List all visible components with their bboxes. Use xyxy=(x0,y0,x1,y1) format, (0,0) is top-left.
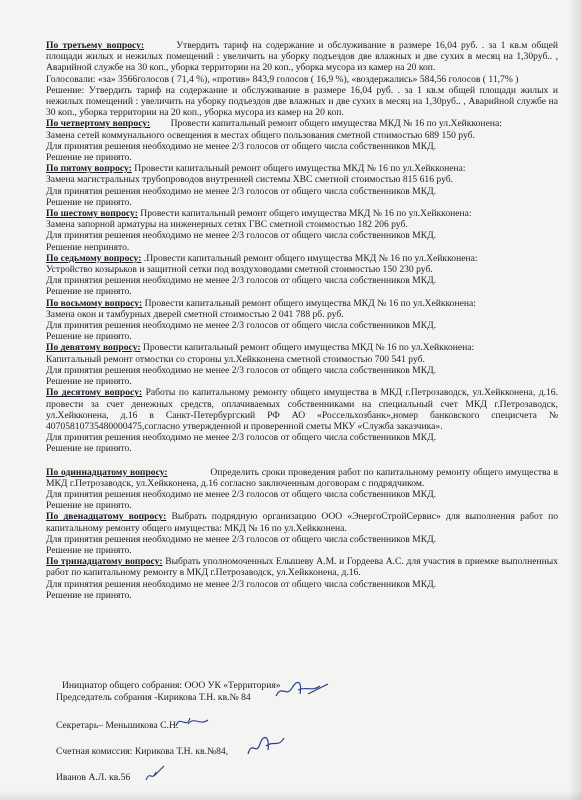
question-9-proposal: Провести капитальный ремонт общего имущества МКД № 16 по ул.Хейкконена: xyxy=(142,342,475,354)
question-11-requirement: Для принятия решения необходимо не менее 2/3 голосов от общего числа собственников МКД. xyxy=(46,488,437,500)
question-8-proposal: Провести капитальный ремонт общего имущества МКД № 16 по ул.Хейкконена: xyxy=(144,297,476,309)
question-11-result: Решение не принято. xyxy=(46,500,132,512)
question-11-label: По одиннадцатому вопросу: xyxy=(46,466,168,478)
question-8-item: Замена окон и тамбурных дверей сметной стоимостью 2 041 788 рб. руб. xyxy=(46,308,344,320)
question-13-requirement: Для принятия решения необходимо не менее 2/3 голосов от общего числа собственников МКД. xyxy=(46,578,437,590)
question-5-requirement: Для принятия решения необходимо не менее 2/3 голосов от общего числа собственников МКД. xyxy=(46,185,437,197)
question-12-proposal: Выбрать подрядную организацию ООО «ЭнергоСтройСервис» для выполнения работ по капитальному ремонту общего имущества: МКД № 16 по ул.Хейкконена. xyxy=(46,511,559,534)
question-7-text xyxy=(46,253,558,264)
question-12-section xyxy=(46,511,558,556)
question-6-section xyxy=(46,208,558,253)
question-7-result: Решение не принято. xyxy=(46,286,132,298)
question-6-label: По шестому вопросу: xyxy=(46,208,138,220)
member-line: Иванов А.Л. кв.56 xyxy=(56,772,131,783)
question-10-result: Решение не принято. xyxy=(46,443,132,455)
page-bottom-shadow xyxy=(0,790,582,800)
question-4-label: По четвертому вопросу: xyxy=(46,118,151,130)
question-6-requirement: Для принятия решения необходимо не менее 2/3 голосов от общего числа собственников МКД. xyxy=(46,230,437,242)
member-signature-scribble xyxy=(140,762,170,786)
question-9-section xyxy=(46,342,558,387)
question-8-text xyxy=(46,298,558,309)
question-3-label: По третьему вопросу: xyxy=(46,40,145,51)
question-5-text xyxy=(46,163,558,174)
question-8-section xyxy=(46,298,558,343)
question-3-decision: Решение: Утвердить тариф на содержание и обслуживание в размере 16,04 руб. . за 1 кв.м общей площади жилых и нежилых помещений : увеличить на уборку подъездов две влажных и две сухих в месяц на 1,30руб.. , Аварийной службе на 30 коп., уборка территории на 20 коп., уборка мусора из камер на 20 коп. xyxy=(46,84,558,119)
question-10-requirement: Для принятия решения необходимо не менее 2/3 голосов от общего числа собственников МКД. xyxy=(46,432,437,444)
question-10-label: По десятому вопросу: xyxy=(46,387,143,399)
question-4-result: Решение не принято. xyxy=(46,152,132,164)
question-13-section xyxy=(46,556,558,601)
secretary-line: Секретарь– Меньшикова С.Н. xyxy=(56,720,179,731)
question-5-result: Решение не принято. xyxy=(46,196,132,208)
question-10-section xyxy=(46,387,558,454)
question-12-text xyxy=(46,511,558,533)
question-10-proposal: Работы по капитальному ремонту общего имущества в МКД г.Петрозаводск, ул.Хейкконена, д.16. провести за счет денежных средств, оплачиваемых собственниками на специальный счет МКД г.Петрозаводск, ул.Хейкконена, д.16 в Санкт-Петербургский РФ АО «Россельхозбанк»,номер банковского специсчета № 40705810735480000475,согласно утвержденной и проверенной сметы МКУ «Служба заказчика». xyxy=(46,387,558,432)
question-3-votes: Голосовали: «за» 3566голосов ( 71,4 %), «против» 843,9 голосов ( 16,9 %), «воздержались» 584,56 голосов ( 11,7% ) xyxy=(46,73,519,85)
question-5-proposal: Провести капитальный ремонт общего имущества МКД № 16 по ул.Хейкконена: xyxy=(134,163,466,175)
question-5-label: По пятому вопросу: xyxy=(46,163,132,175)
page-edge-shadow xyxy=(568,0,582,800)
question-13-text xyxy=(46,556,558,578)
question-12-label: По двенадцатому вопросу: xyxy=(46,511,167,523)
question-7-item: Устройство козырьков и защитной сетки под воздуховодами сметной стоимостью 150 230 руб. xyxy=(46,264,433,276)
question-10-text xyxy=(46,387,558,432)
question-13-label: По тринадцатому вопросу: xyxy=(46,556,163,568)
question-3-text xyxy=(46,40,558,74)
question-4-section xyxy=(46,118,558,163)
question-4-proposal: Провести капитальный ремонт общего имущества МКД № 16 по ул.Хейкконена: xyxy=(170,118,502,130)
secretary-signature-scribble xyxy=(172,712,212,732)
question-4-item: Замена сетей коммунального освещения в местах общего пользования сметной стоимостью 689 150 руб. xyxy=(46,129,475,141)
question-8-label: По восьмому вопросу: xyxy=(46,297,143,309)
chair-line: Председатель собрания -Кирикова Т.Н. кв.№ 84 xyxy=(56,692,251,703)
question-6-text xyxy=(46,208,558,219)
question-8-result: Решение не принято. xyxy=(46,331,132,343)
question-13-proposal: Выбрать уполномоченных Елышеву А.М. и Гордеева А.С. для участия в приемке выполненных работ по капитальному ремонту в МКД г.Петрозаводск, ул.Хейкконена, д.16. xyxy=(46,556,558,579)
question-3-section xyxy=(46,40,558,118)
question-8-requirement: Для принятия решения необходимо не менее 2/3 голосов от общего числа собственников МКД. xyxy=(46,320,437,332)
question-4-requirement: Для принятия решения необходимо не менее 2/3 голосов от общего числа собственников МКД. xyxy=(46,140,437,152)
question-5-item: Замена магистральных трубопроводов внутренней системы ХВС сметной стоимостью 815 616 руб. xyxy=(46,174,454,186)
question-9-text xyxy=(46,342,558,353)
question-6-result: Решение непринято. xyxy=(46,241,130,253)
question-9-result: Решение не принято. xyxy=(46,376,132,388)
question-4-text xyxy=(46,118,558,129)
chair-signature-scribble xyxy=(272,680,332,704)
question-11-proposal: Определить сроки проведения работ по капитальному ремонту общего имущества в МКД г.Петрозаводск, ул.Хейкконена, д.16 согласно заключенным договорам с подрядчиком. xyxy=(46,466,558,489)
question-9-requirement: Для принятия решения необходимо не менее 2/3 голосов от общего числа собственников МКД. xyxy=(46,364,437,376)
question-9-item: Капитальный ремонт отмостки со стороны ул.Хейкконена сметной стоимостью 700 541 руб. xyxy=(46,353,425,365)
question-7-section xyxy=(46,253,558,298)
question-3-proposal: Утвердить тариф на содержание и обслуживание в размере 16,04 руб. . за 1 кв.м общей площади жилых и нежилых помещений : увеличить на уборку подъездов две влажных и две сухих в месяц на 1,30руб.. , Аварийной службе на 30 коп., уборка территории на 20 коп., уборка мусора из камер на 20 коп. xyxy=(46,40,559,74)
counting-signature-scribble xyxy=(244,734,288,760)
spacer xyxy=(46,455,558,467)
question-13-result: Решение не принято. xyxy=(46,589,132,601)
question-7-proposal: .Провести капитальный ремонт общего имущества МКД № 16 по ул.Хейкконена: xyxy=(143,252,478,264)
question-7-label: По седьмому вопросу: xyxy=(46,252,142,264)
question-12-requirement: Для принятия решения необходимо не менее 2/3 голосов от общего числа собственников МКД. xyxy=(46,533,437,545)
question-7-requirement: Для принятия решения необходимо не менее 2/3 голосов от общего числа собственников МКД. xyxy=(46,275,437,287)
question-11-text xyxy=(46,467,558,489)
question-6-item: Замена запорной арматуры на инженерных сетях ГВС сметной стоимостью 182 206 руб. xyxy=(46,219,408,231)
counting-commission-line: Счетная комиссия: Кирикова Т.Н. кв.№84, xyxy=(56,746,229,757)
question-9-label: По девятому вопросу: xyxy=(46,342,141,354)
question-5-section xyxy=(46,163,558,208)
protocol-body xyxy=(46,40,558,601)
question-6-proposal: Провести капитальный ремонт общего имущества МКД № 16 по ул.Хейкконена: xyxy=(140,208,472,220)
initiator-line: Инициатор общего собрания: ООО УК «Территория» xyxy=(62,680,281,691)
question-11-section xyxy=(46,467,558,512)
question-12-result: Решение не принято. xyxy=(46,544,132,556)
